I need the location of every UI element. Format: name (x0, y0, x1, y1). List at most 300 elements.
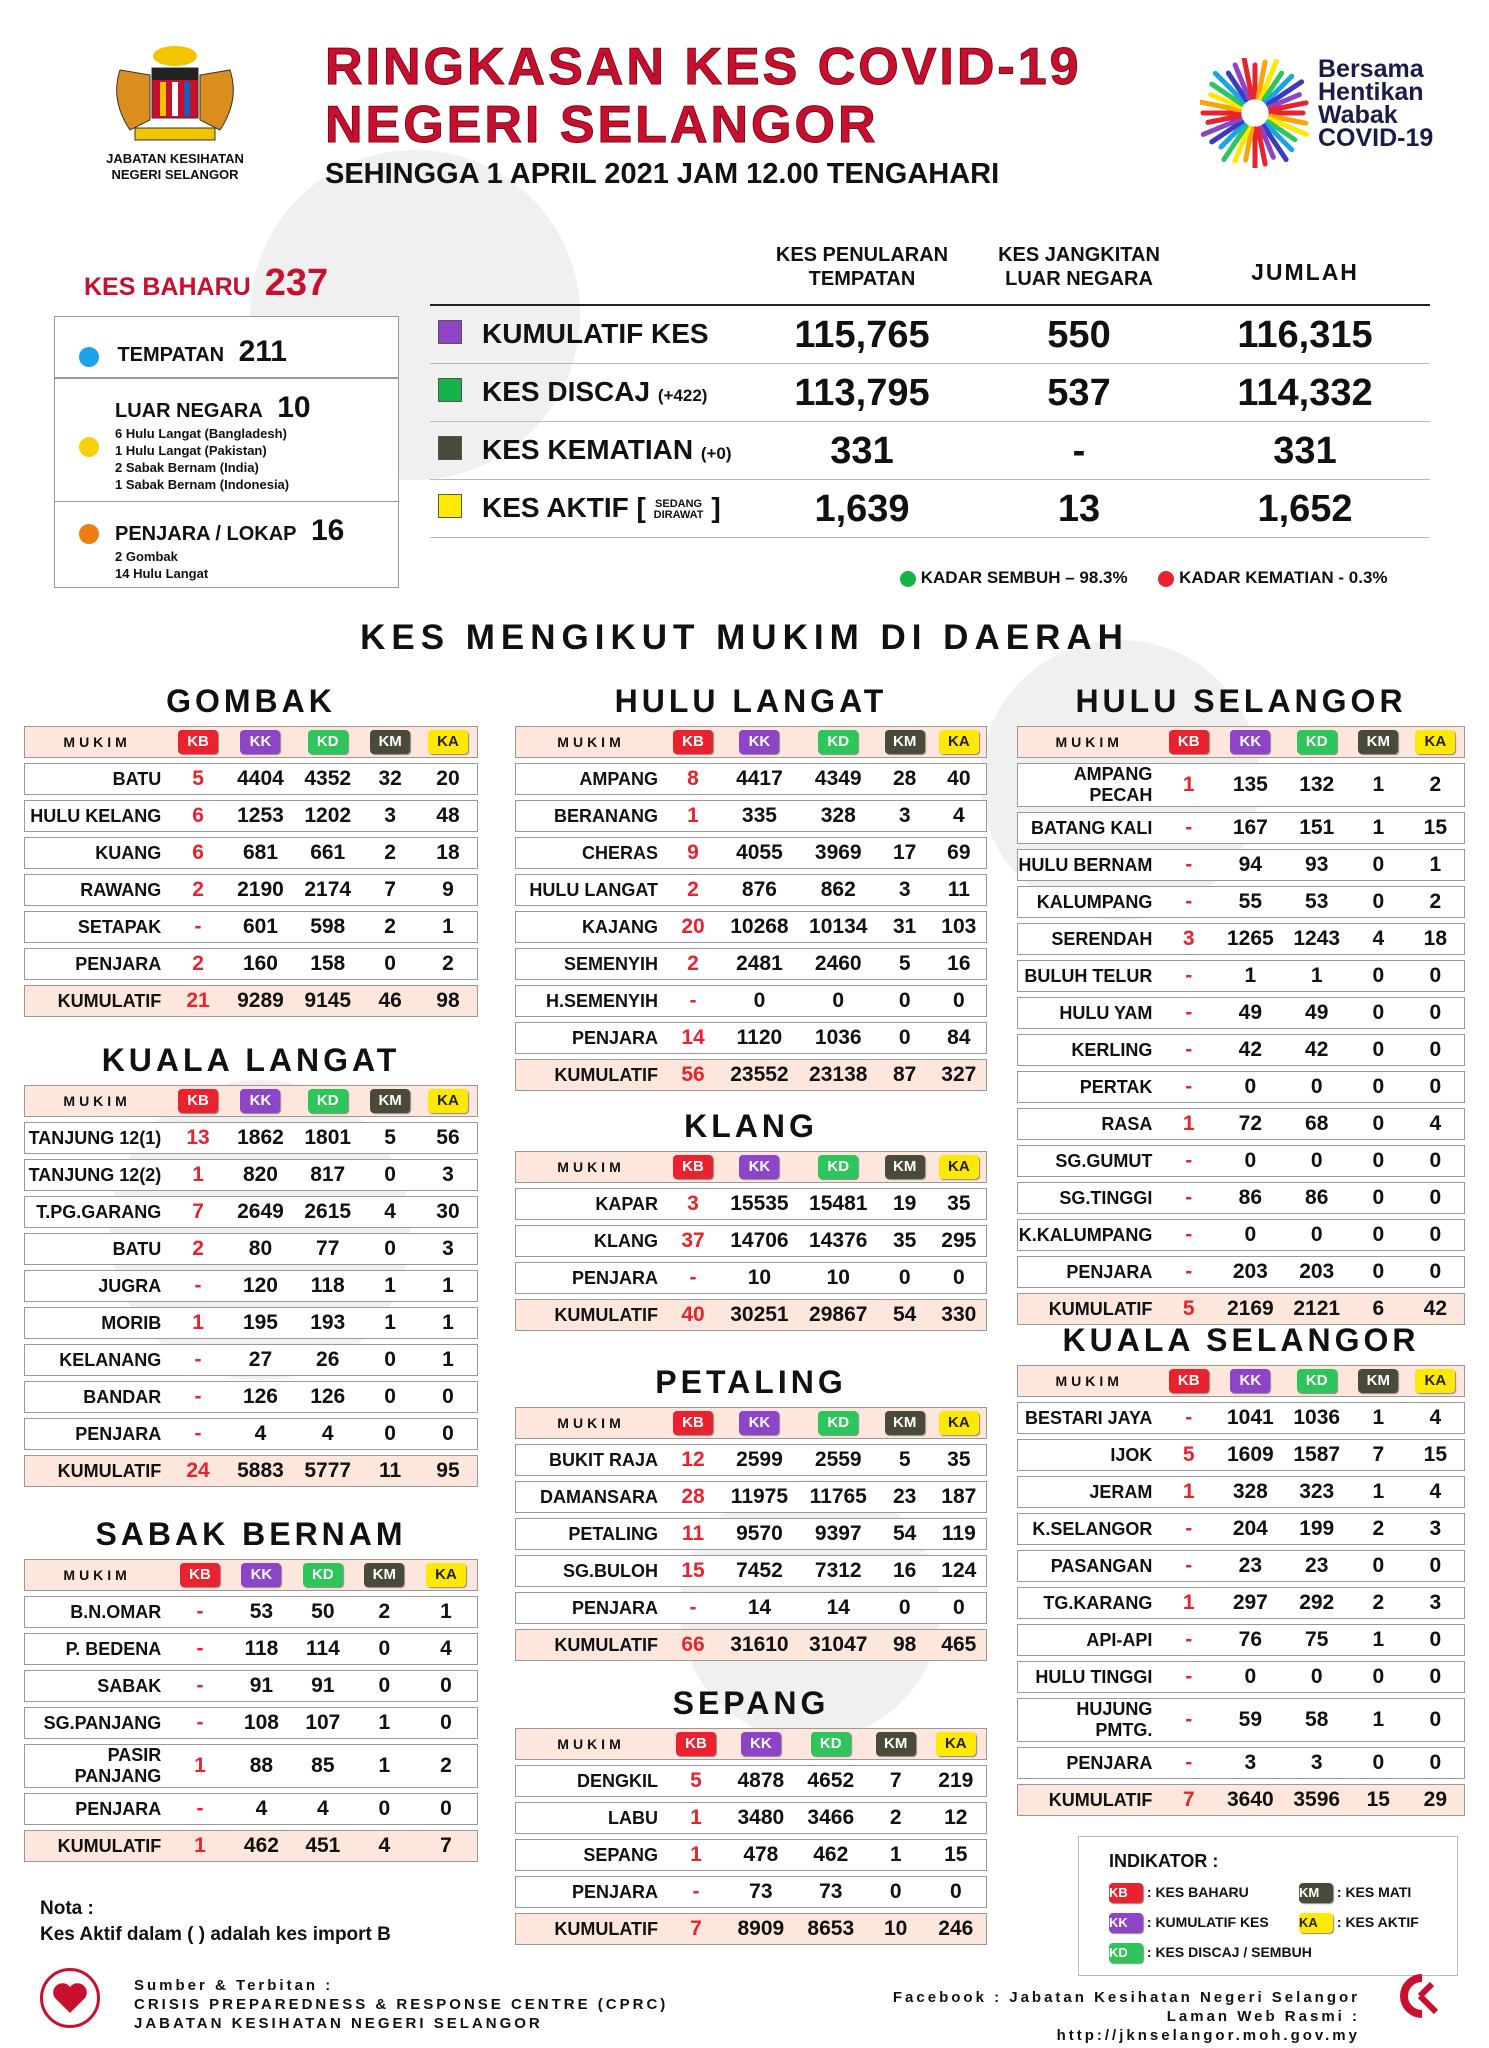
kb-cell: - (1160, 1698, 1217, 1742)
table-row (515, 1444, 987, 1476)
table-row (515, 1022, 987, 1054)
table-row (515, 1802, 987, 1834)
mukim-cell: SEPANG (515, 1839, 666, 1871)
website-link[interactable]: Laman Web Rasmi : http://jknselangor.moh.gov.my (1056, 2008, 1360, 2044)
kb-cell: - (666, 985, 720, 1017)
district-kuala-selangor (1017, 1320, 1465, 1821)
ka-cell: 103 (932, 911, 987, 943)
ka-badge: KA (939, 730, 979, 754)
summary-local-value: 115,765 (794, 314, 930, 356)
km-cell: 0 (361, 1159, 419, 1191)
km-cell: 3 (878, 874, 932, 906)
header-mukim: MUKIM (515, 1728, 666, 1760)
ka-cell: 3 (419, 1233, 478, 1265)
km-cell: 0 (1350, 1108, 1407, 1140)
kk-cell: 31610 (720, 1629, 799, 1661)
kd-cell: 598 (294, 911, 361, 943)
header-km (1350, 726, 1407, 758)
kb-cell: - (1160, 1661, 1217, 1693)
legend-kd (1109, 1943, 1312, 1963)
table-row (515, 837, 987, 869)
kb-cell: 7 (666, 1913, 726, 1945)
table-header-row (24, 726, 478, 758)
mukim-cell: BATU (24, 1233, 169, 1265)
kk-badge: KK (240, 730, 280, 754)
orange-dot-icon (79, 524, 99, 544)
kk-cell: 0 (720, 985, 799, 1017)
kd-cell: 10 (799, 1262, 878, 1294)
kk-badge: KK (240, 1089, 280, 1113)
km-badge: KM (370, 730, 410, 754)
table-header-row (515, 1728, 987, 1760)
kk-cell: 1265 (1217, 923, 1283, 955)
kb-cell: 1 (169, 1744, 230, 1788)
district-name: SABAK BERNAM (95, 1516, 407, 1552)
ka-badge: KA (1299, 1913, 1333, 1933)
kk-badge: KK (739, 1155, 779, 1179)
mukim-cell: SEMENYIH (515, 948, 666, 980)
kb-cell: 11 (666, 1518, 720, 1550)
mukim-cell: HULU TINGGI (1017, 1661, 1160, 1693)
heart-icon (43, 1971, 97, 2025)
table-row (1017, 1550, 1465, 1582)
kd-cell: 0 (1284, 1145, 1350, 1177)
kb-cell: 1 (1160, 1108, 1217, 1140)
district-table (24, 1080, 478, 1492)
kd-cell: 3 (1284, 1747, 1350, 1779)
kk-cell: 5883 (227, 1455, 294, 1487)
kb-badge: KB (180, 1563, 220, 1587)
header-kd (292, 1559, 353, 1591)
kb-cell: 3 (1160, 923, 1217, 955)
kb-cell: 66 (666, 1629, 720, 1661)
kb-cell: - (1160, 886, 1217, 918)
summary-row (430, 480, 1430, 538)
new-cases-heading (84, 262, 328, 305)
km-cell: 0 (1350, 1256, 1407, 1288)
table-row (1017, 1587, 1465, 1619)
mukim-cell: KUANG (24, 837, 169, 869)
header-ka (415, 1559, 478, 1591)
summary-label (482, 376, 707, 408)
kb-cell: 7 (1160, 1784, 1217, 1816)
kd-cell: 23 (1284, 1550, 1350, 1582)
header-kk (726, 1728, 796, 1760)
kd-cell: 1587 (1284, 1439, 1350, 1471)
kk-cell: 55 (1217, 886, 1283, 918)
mukim-cell: SG.BULOH (515, 1555, 666, 1587)
section-title: KES MENGIKUT MUKIM DI DAERAH (360, 618, 1129, 657)
table-row (515, 763, 987, 795)
header-mukim: MUKIM (1017, 726, 1160, 758)
indicator-title: INDIKATOR : (1109, 1851, 1219, 1871)
mukim-cell: SG.GUMUT (1017, 1145, 1160, 1177)
cumulative-row (515, 1913, 987, 1945)
ka-cell: 119 (932, 1518, 987, 1550)
facebook-link[interactable]: Facebook : Jabatan Kesihatan Negeri Selangor (892, 1989, 1360, 2006)
kk-cell: 30251 (720, 1299, 799, 1331)
table-row (24, 1670, 478, 1702)
ka-cell: 1 (419, 911, 478, 943)
legend-kk-text: : KUMULATIF KES (1146, 1914, 1269, 1930)
ka-cell: 1 (1407, 849, 1465, 881)
kb-cell: 5 (1160, 1439, 1217, 1471)
kb-cell: 2 (169, 874, 227, 906)
kb-cell: - (666, 1876, 726, 1908)
ka-cell: 12 (926, 1802, 987, 1834)
ka-cell: 4 (1407, 1476, 1465, 1508)
table-row (1017, 1439, 1465, 1471)
kb-cell: 5 (1160, 1293, 1217, 1325)
km-cell: 32 (361, 763, 419, 795)
mukim-cell: PENJARA (24, 1793, 169, 1825)
table-row (515, 1481, 987, 1513)
table-row (1017, 849, 1465, 881)
kb-cell: 5 (666, 1765, 726, 1797)
campaign-logo (1200, 55, 1470, 168)
kb-cell: - (169, 1418, 227, 1450)
mukim-cell: RAWANG (24, 874, 169, 906)
kk-cell: 335 (720, 800, 799, 832)
kd-cell: 9397 (799, 1518, 878, 1550)
page-title (325, 38, 1082, 154)
km-cell: 0 (1350, 1747, 1407, 1779)
kk-cell: 876 (720, 874, 799, 906)
kd-cell: 199 (1284, 1513, 1350, 1545)
km-badge: KM (364, 1563, 404, 1587)
km-cell: 4 (1350, 923, 1407, 955)
kk-cell: 1 (1217, 960, 1283, 992)
contact-footer (880, 1988, 1360, 2045)
mukim-cell: TG.KARANG (1017, 1587, 1160, 1619)
kk-cell: 59 (1217, 1698, 1283, 1742)
kk-cell: 1041 (1217, 1402, 1283, 1434)
km-cell: 28 (878, 763, 932, 795)
kd-cell: 14 (799, 1592, 878, 1624)
mukim-cell: KUMULATIF (24, 985, 169, 1017)
header-ka (932, 726, 987, 758)
km-cell: 1 (1350, 1624, 1407, 1656)
col-header-imported: KES JANGKITAN LUAR NEGARA (998, 244, 1160, 290)
table-row (515, 911, 987, 943)
kk-cell: 0 (1217, 1071, 1283, 1103)
km-cell: 7 (866, 1765, 926, 1797)
header-ka (419, 1085, 478, 1117)
mukim-cell: KERLING (1017, 1034, 1160, 1066)
source-label: Sumber & Terbitan : (134, 1977, 334, 1994)
km-cell: 0 (866, 1876, 926, 1908)
kb-cell: - (1160, 1182, 1217, 1214)
kb-badge: KB (1169, 1369, 1209, 1393)
km-cell: 1 (1350, 812, 1407, 844)
summary-color-square (438, 494, 462, 518)
kd-cell: 107 (292, 1707, 353, 1739)
table-row (515, 985, 987, 1017)
header-kk (720, 726, 799, 758)
km-cell: 2 (1350, 1513, 1407, 1545)
table-row (515, 948, 987, 980)
ka-cell: 15 (926, 1839, 987, 1871)
kd-cell: 5777 (294, 1455, 361, 1487)
ka-cell: 2 (415, 1744, 478, 1788)
kk-cell: 94 (1217, 849, 1283, 881)
ka-cell: 0 (1407, 960, 1465, 992)
mukim-cell: CHERAS (515, 837, 666, 869)
cumulative-row (24, 1830, 478, 1862)
kb-cell: - (1160, 1034, 1217, 1066)
mukim-cell: BATU (24, 763, 169, 795)
mukim-cell: PERTAK (1017, 1071, 1160, 1103)
km-cell: 17 (878, 837, 932, 869)
cumulative-row (515, 1059, 987, 1091)
kd-cell: 2121 (1284, 1293, 1350, 1325)
kd-cell: 4 (294, 1418, 361, 1450)
kk-cell: 53 (231, 1596, 292, 1628)
kb-cell: 7 (169, 1196, 227, 1228)
kk-badge: KK (739, 1411, 779, 1435)
kk-cell: 80 (227, 1233, 294, 1265)
km-cell: 0 (1350, 960, 1407, 992)
kk-cell: 462 (231, 1830, 292, 1862)
kd-cell: 53 (1284, 886, 1350, 918)
legend-km-text: : KES MATI (1336, 1884, 1412, 1900)
table-row (1017, 1698, 1465, 1742)
table-row (1017, 1476, 1465, 1508)
km-cell: 0 (1350, 1550, 1407, 1582)
legend-km (1299, 1883, 1411, 1903)
table-header-row (515, 1151, 987, 1183)
kd-cell: 2460 (799, 948, 878, 980)
kd-cell: 10134 (799, 911, 878, 943)
summary-color-square (438, 436, 462, 460)
kd-cell: 1202 (294, 800, 361, 832)
km-cell: 0 (1350, 1219, 1407, 1251)
ka-cell: 16 (932, 948, 987, 980)
mukim-cell: BANDAR (24, 1381, 169, 1413)
mukim-cell: PENJARA (515, 1592, 666, 1624)
header-kd (294, 1085, 361, 1117)
km-cell: 4 (354, 1830, 415, 1862)
table-row (1017, 923, 1465, 955)
kd-cell: 1036 (799, 1022, 878, 1054)
kd-cell: 23138 (799, 1059, 878, 1091)
table-row (1017, 886, 1465, 918)
km-cell: 1 (866, 1839, 926, 1871)
kb-cell: 24 (169, 1455, 227, 1487)
header-kd (796, 1728, 866, 1760)
district-table (515, 1146, 987, 1336)
ka-cell: 1 (415, 1596, 478, 1628)
kk-cell: 23 (1217, 1550, 1283, 1582)
table-row (1017, 1747, 1465, 1779)
kk-cell: 3480 (726, 1802, 796, 1834)
kd-cell: 118 (294, 1270, 361, 1302)
ka-cell: 295 (932, 1225, 987, 1257)
km-cell: 0 (878, 1262, 932, 1294)
kk-badge: KK (1230, 730, 1270, 754)
ka-cell: 0 (1407, 1624, 1465, 1656)
table-header-row (515, 726, 987, 758)
km-cell: 1 (361, 1307, 419, 1339)
ka-badge: KA (426, 1563, 466, 1587)
table-row (24, 948, 478, 980)
kk-cell: 681 (227, 837, 294, 869)
header-kb (666, 1728, 726, 1760)
district-name: SEPANG (672, 1685, 830, 1721)
district-kuala-langat (24, 1040, 478, 1492)
header-kk (720, 1407, 799, 1439)
district-name: HULU LANGAT (614, 683, 888, 719)
mukim-cell: BATANG KALI (1017, 812, 1160, 844)
ka-cell: 4 (932, 800, 987, 832)
prison-value: 16 (310, 514, 345, 547)
kd-cell: 26 (294, 1344, 361, 1376)
kd-cell: 73 (796, 1876, 866, 1908)
burst-icon (1200, 58, 1310, 168)
kk-cell: 297 (1217, 1587, 1283, 1619)
table-row (24, 1159, 478, 1191)
mukim-cell: T.PG.GARANG (24, 1196, 169, 1228)
cumulative-row (515, 1629, 987, 1661)
district-table (515, 1402, 987, 1666)
kk-cell: 118 (231, 1633, 292, 1665)
summary-color-square (438, 378, 462, 402)
ka-badge: KA (1415, 730, 1455, 754)
ka-cell: 0 (1407, 1219, 1465, 1251)
table-row (24, 837, 478, 869)
kd-cell: 3596 (1284, 1784, 1350, 1816)
table-header-row (515, 1407, 987, 1439)
header-mukim: MUKIM (1017, 1365, 1160, 1397)
kk-cell: 0 (1217, 1219, 1283, 1251)
kk-cell: 2649 (227, 1196, 294, 1228)
kb-cell: - (169, 1670, 230, 1702)
yellow-dot-icon (79, 437, 99, 457)
summary-label-text: KUMULATIF KES (482, 318, 709, 349)
table-row (1017, 763, 1465, 807)
kb-badge: KB (673, 1155, 713, 1179)
summary-imported-value: 13 (1057, 488, 1101, 530)
kb-cell: 56 (666, 1059, 720, 1091)
header-kd (294, 726, 361, 758)
ka-cell: 9 (419, 874, 478, 906)
kb-cell: - (169, 1344, 227, 1376)
kb-cell: - (666, 1592, 720, 1624)
ka-cell: 1 (419, 1344, 478, 1376)
mukim-cell: MORIB (24, 1307, 169, 1339)
km-cell: 0 (878, 1022, 932, 1054)
kb-cell: 9 (666, 837, 720, 869)
kd-cell: 151 (1284, 812, 1350, 844)
kd-cell: 11765 (799, 1481, 878, 1513)
ka-cell: 327 (932, 1059, 987, 1091)
ka-cell: 69 (932, 837, 987, 869)
summary-row (430, 306, 1430, 364)
district-table (515, 721, 987, 1096)
kd-cell: 4349 (799, 763, 878, 795)
district-table (1017, 721, 1465, 1330)
table-row (515, 1839, 987, 1871)
kb-cell: - (169, 911, 227, 943)
header-km (878, 726, 932, 758)
kb-cell: 1 (169, 1830, 230, 1862)
kk-cell: 4404 (227, 763, 294, 795)
km-cell: 1 (361, 1270, 419, 1302)
coat-of-arms-icon (100, 40, 250, 145)
title-line-2: NEGERI SELANGOR (325, 96, 879, 154)
kk-cell: 108 (231, 1707, 292, 1739)
kb-cell: 6 (169, 800, 227, 832)
km-cell: 0 (354, 1633, 415, 1665)
cumulative-row (24, 1455, 478, 1487)
table-row (24, 1381, 478, 1413)
mukim-cell: BUKIT RAJA (515, 1444, 666, 1476)
header-kb (1160, 726, 1217, 758)
mukim-cell: KUMULATIF (24, 1455, 169, 1487)
ka-cell: 4 (415, 1633, 478, 1665)
km-cell: 1 (354, 1744, 415, 1788)
mukim-cell: RASA (1017, 1108, 1160, 1140)
kb-cell: 2 (666, 948, 720, 980)
summary-total-value: 114,332 (1237, 372, 1373, 414)
district-table (515, 1723, 987, 1950)
district-name: KUALA SELANGOR (1062, 1322, 1420, 1358)
summary-total-value: 1,652 (1257, 488, 1353, 530)
summary-imported-value: 537 (1047, 372, 1111, 414)
kk-cell: 73 (726, 1876, 796, 1908)
ka-cell: 3 (1407, 1513, 1465, 1545)
kk-cell: 2599 (720, 1444, 799, 1476)
kb-cell: 1 (1160, 1587, 1217, 1619)
kd-cell: 292 (1284, 1587, 1350, 1619)
mukim-cell: B.N.OMAR (24, 1596, 169, 1628)
summary-total-value: 331 (1273, 430, 1337, 472)
ka-cell: 124 (932, 1555, 987, 1587)
km-cell: 6 (1350, 1293, 1407, 1325)
kb-badge: KB (673, 730, 713, 754)
kb-cell: - (1160, 1550, 1217, 1582)
kb-cell: - (1160, 849, 1217, 881)
mukim-cell: PENJARA (515, 1022, 666, 1054)
table-row (24, 1633, 478, 1665)
table-row (1017, 1071, 1465, 1103)
kb-badge: KB (178, 1089, 218, 1113)
district-klang (515, 1106, 987, 1336)
ka-cell: 0 (932, 1592, 987, 1624)
kk-cell: 820 (227, 1159, 294, 1191)
kd-cell: 4 (292, 1793, 353, 1825)
kb-cell: - (1160, 1145, 1217, 1177)
table-row (515, 1188, 987, 1220)
mukim-cell: KAPAR (515, 1188, 666, 1220)
kb-cell: 14 (666, 1022, 720, 1054)
kb-cell: 13 (169, 1122, 227, 1154)
mukim-cell: PENJARA (515, 1262, 666, 1294)
mukim-cell: BERANANG (515, 800, 666, 832)
kk-cell: 7452 (720, 1555, 799, 1587)
kd-cell: 193 (294, 1307, 361, 1339)
header-kd (799, 726, 878, 758)
kk-cell: 86 (1217, 1182, 1283, 1214)
mukim-cell: KUMULATIF (515, 1913, 666, 1945)
kb-cell: - (169, 1596, 230, 1628)
summary-imported-value: 550 (1047, 314, 1111, 356)
kk-cell: 49 (1217, 997, 1283, 1029)
ka-cell: 29 (1407, 1784, 1465, 1816)
table-row (1017, 997, 1465, 1029)
km-cell: 0 (361, 1233, 419, 1265)
km-cell: 31 (878, 911, 932, 943)
